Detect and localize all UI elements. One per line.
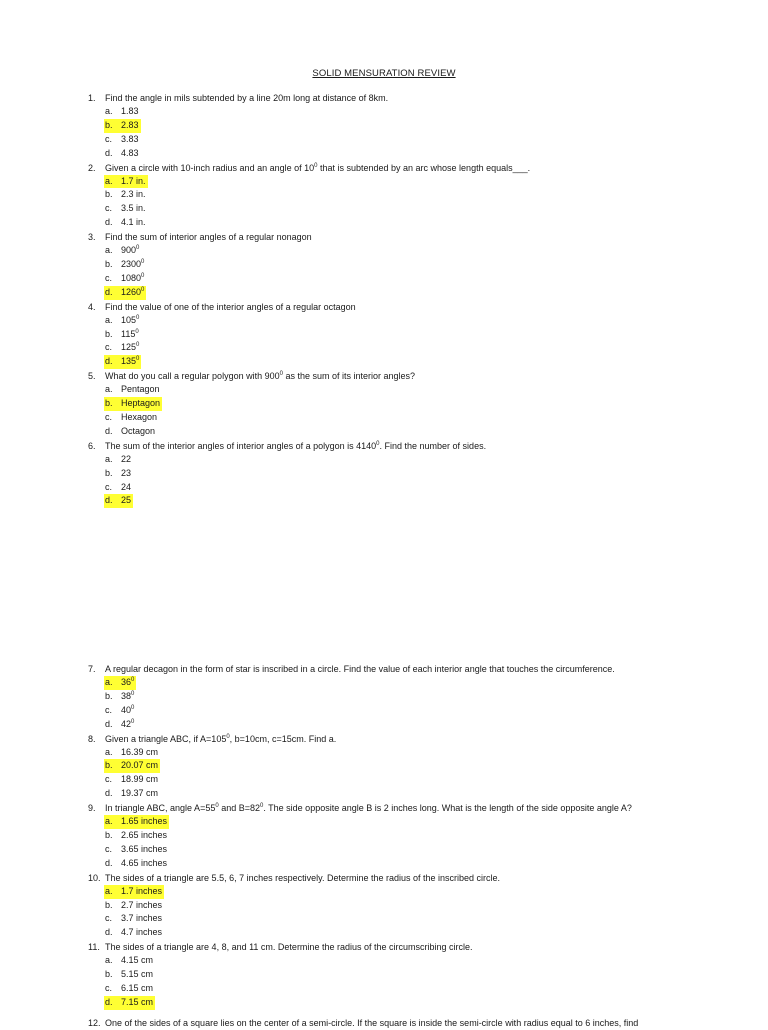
option-value: 5.15 cm: [121, 969, 154, 980]
option-letter: c.: [105, 481, 113, 492]
option-wrap: [104, 885, 164, 899]
question-text: In triangle ABC, angle $A=55^0$ and $B=82^0$. The side opposite angle B is 2 inches long. What is the length of the side opposite angle A?: [105, 803, 632, 814]
option-value: 3.83: [121, 133, 139, 144]
option-letter: c.: [105, 203, 113, 214]
option-wrap: [104, 383, 162, 397]
option-letter: b.: [105, 899, 113, 910]
option-value: Octagon: [121, 425, 156, 436]
option-value: Pentagon: [121, 384, 160, 395]
option-letter: b.: [105, 328, 113, 339]
answer-option: [0, 453, 768, 467]
answer-option: [0, 746, 768, 760]
answer-option-highlighted: [0, 355, 768, 369]
question: [0, 369, 768, 383]
question-text: The sides of a triangle are 5.5, 6, 7 inches respectively. Determine the radius of the inscribed circle.: [105, 872, 501, 883]
option-wrap: [104, 759, 160, 773]
answer-option: [0, 829, 768, 843]
option-value: 16.39 cm: [121, 746, 159, 757]
option-letter: d.: [105, 857, 113, 868]
question-number: 9.: [88, 803, 96, 814]
question: [0, 230, 768, 244]
answer-option: [0, 105, 768, 119]
answer-option: [0, 133, 768, 147]
option-wrap: [104, 467, 133, 481]
answer-option: [0, 425, 768, 439]
answer-option-highlighted: [0, 286, 768, 300]
option-value: 3.7 inches: [121, 913, 163, 924]
option-letter: a.: [105, 245, 113, 256]
option-wrap: [104, 829, 169, 843]
option-letter: a.: [105, 314, 113, 325]
option-wrap: [104, 773, 160, 787]
question-text: Find the sum of interior angles of a regular nonagon: [105, 232, 312, 243]
question-number: 6.: [88, 440, 96, 451]
option-value: $42^0$: [121, 718, 135, 729]
option-value: 1260$^0$: [121, 286, 145, 297]
option-wrap: [104, 982, 155, 996]
option-value: 2.83: [121, 119, 139, 130]
option-value: 3.5 in.: [121, 203, 146, 214]
answer-option: [0, 258, 768, 272]
option-value: 2.3 in.: [121, 189, 146, 200]
answer-option-highlighted: [0, 996, 768, 1010]
answer-option: [0, 954, 768, 968]
option-wrap: [104, 397, 162, 411]
option-letter: b.: [105, 830, 113, 841]
option-value: 4.15 cm: [121, 955, 154, 966]
option-letter: b.: [105, 398, 113, 409]
option-value: $36^0$: [121, 677, 135, 687]
option-value: 4.83: [121, 147, 139, 158]
option-wrap: [104, 175, 148, 189]
question: [0, 801, 768, 815]
option-value: 1.7 in.: [121, 175, 146, 186]
option-value: 1.7 inches: [121, 885, 163, 896]
answer-option-highlighted: [0, 815, 768, 829]
option-wrap: [104, 690, 136, 704]
option-letter: d.: [105, 495, 113, 506]
answer-option: [0, 857, 768, 871]
option-value: 1.83: [121, 106, 139, 116]
option-letter: b.: [105, 760, 113, 771]
option-value: 4.65 inches: [121, 857, 168, 868]
question-text: One of the sides of a square lies on the center of a semi-circle. If the square is inside the semi-circle with radius equal to 6 inches, find: [105, 1018, 639, 1028]
option-letter: a.: [105, 453, 113, 464]
option-wrap: [104, 787, 160, 801]
option-value: $115^0$: [121, 328, 139, 339]
option-value: 19.37 cm: [121, 788, 159, 799]
option-letter: b.: [105, 969, 113, 980]
option-wrap: [104, 286, 146, 300]
option-letter: b.: [105, 119, 113, 130]
option-wrap: [104, 328, 141, 342]
option-wrap: [104, 481, 133, 495]
option-wrap: [104, 815, 169, 829]
option-letter: c.: [105, 133, 113, 144]
option-wrap: [104, 676, 136, 690]
question-text: Given a circle with 10-inch radius and an angle of $10^0$ that is subtended by an arc whose length equals___.: [105, 162, 531, 173]
option-letter: c.: [105, 913, 113, 924]
question: [0, 662, 768, 676]
option-value: 1080$^0$: [121, 272, 145, 283]
question-text: A regular decagon in the form of star is inscribed in a circle. Find the value of each interior angle that touches the circumference.: [105, 664, 615, 674]
answer-option: [0, 690, 768, 704]
question-number: 12.: [88, 1018, 101, 1028]
option-value: 24: [121, 481, 132, 492]
answer-option-highlighted: [0, 759, 768, 773]
option-letter: a.: [105, 677, 113, 687]
option-value: $135^0$: [121, 356, 140, 367]
answer-option: [0, 188, 768, 202]
answer-option: [0, 926, 768, 940]
option-value: 4.1 in.: [121, 217, 146, 228]
option-value: 20.07 cm: [121, 760, 159, 771]
question: [0, 91, 768, 105]
answer-option: [0, 843, 768, 857]
option-value: $125^0$: [121, 342, 140, 353]
option-wrap: [104, 899, 164, 913]
option-wrap: [104, 926, 164, 940]
option-letter: c.: [105, 412, 113, 423]
option-wrap: [104, 425, 157, 439]
question-number: 7.: [88, 664, 96, 674]
option-wrap: [104, 119, 141, 133]
answer-option-highlighted: [0, 119, 768, 133]
question-block-1: [0, 91, 768, 508]
option-letter: c.: [105, 774, 113, 785]
option-value: $105^0$: [121, 314, 140, 325]
option-value: 6.15 cm: [121, 983, 154, 994]
option-letter: d.: [105, 217, 113, 228]
option-wrap: [104, 912, 164, 926]
answer-option: [0, 467, 768, 481]
option-wrap: [104, 843, 169, 857]
question-text: The sum of the interior angles of interior angles of a polygon is 4140$^0$. Find the number of sides.: [105, 440, 487, 451]
question-number: 10.: [88, 872, 101, 883]
option-letter: b.: [105, 189, 113, 200]
option-value: 3.65 inches: [121, 843, 168, 854]
option-letter: a.: [105, 885, 113, 896]
answer-option: [0, 704, 768, 718]
answer-option: [0, 341, 768, 355]
answer-option: [0, 982, 768, 996]
answer-option: [0, 968, 768, 982]
option-letter: c.: [105, 983, 113, 994]
answer-option: [0, 773, 768, 787]
option-letter: c.: [105, 342, 113, 353]
option-value: 2300$^0$: [121, 259, 145, 270]
question-text: Find the value of one of the interior angles of a regular octagon: [105, 301, 356, 312]
question-block-2: [0, 662, 768, 1010]
question: [0, 161, 768, 175]
option-value: Heptagon: [121, 398, 161, 409]
option-letter: d.: [105, 286, 113, 297]
option-wrap: [104, 202, 148, 216]
answer-option: [0, 328, 768, 342]
option-letter: a.: [105, 955, 113, 966]
option-letter: d.: [105, 425, 113, 436]
question: [0, 940, 768, 954]
answer-option: [0, 147, 768, 161]
option-wrap: [104, 968, 155, 982]
option-wrap: [104, 147, 141, 161]
question-12-partial: [0, 1016, 768, 1030]
option-value: 18.99 cm: [121, 774, 159, 785]
option-wrap: [104, 341, 141, 355]
option-value: 1.65 inches: [121, 816, 168, 827]
option-value: $40^0$: [121, 704, 135, 715]
answer-option-highlighted: [0, 494, 768, 508]
question-number: 3.: [88, 232, 96, 243]
option-wrap: [104, 258, 146, 272]
option-letter: d.: [105, 356, 113, 367]
question-text: The sides of a triangle are 4, 8, and 11 cm. Determine the radius of the circumscribing circle.: [105, 942, 473, 953]
answer-option: [0, 314, 768, 328]
question-text: Given a triangle ABC, if $A=105^0$, b=10cm, c=15cm. Find a.: [105, 733, 337, 744]
question-text: What do you call a regular polygon with $900^0$ as the sum of its interior angles?: [105, 371, 416, 382]
answer-option: [0, 244, 768, 258]
question: [0, 732, 768, 746]
option-wrap: [104, 355, 141, 369]
question-number: 4.: [88, 301, 96, 312]
option-letter: a.: [105, 175, 113, 186]
option-value: 22: [121, 453, 132, 464]
answer-option: [0, 272, 768, 286]
question: [0, 300, 768, 314]
option-letter: d.: [105, 927, 113, 938]
option-letter: b.: [105, 467, 113, 478]
option-wrap: [104, 857, 169, 871]
option-letter: b.: [105, 690, 113, 701]
option-wrap: [104, 216, 148, 230]
option-letter: a.: [105, 384, 113, 395]
option-letter: c.: [105, 843, 113, 854]
option-value: 2.65 inches: [121, 830, 168, 841]
question: [0, 871, 768, 885]
option-letter: d.: [105, 788, 113, 799]
option-value: 4.7 inches: [121, 927, 163, 938]
question-number: 8.: [88, 733, 96, 744]
answer-option: [0, 481, 768, 495]
option-wrap: [104, 188, 148, 202]
question-number: 2.: [88, 162, 96, 173]
option-wrap: [104, 272, 146, 286]
option-value: $900^0$: [121, 245, 140, 256]
option-wrap: [104, 746, 160, 760]
option-wrap: [104, 996, 155, 1010]
answer-option-highlighted: [0, 676, 768, 690]
option-wrap: [104, 704, 136, 718]
answer-option-highlighted: [0, 885, 768, 899]
page-title: SOLID MENSURATION REVIEW: [312, 68, 456, 79]
answer-option-highlighted: [0, 397, 768, 411]
option-wrap: [104, 133, 141, 147]
option-value: 25: [121, 495, 132, 506]
option-wrap: [104, 411, 159, 425]
answer-option: [0, 383, 768, 397]
option-value: 2.7 inches: [121, 899, 163, 910]
answer-option: [0, 216, 768, 230]
option-value: Hexagon: [121, 412, 158, 423]
option-wrap: [104, 314, 141, 328]
answer-option-highlighted: [0, 175, 768, 189]
question: [0, 439, 768, 453]
question-number: 5.: [88, 371, 96, 382]
option-wrap: [104, 494, 133, 508]
answer-option: [0, 202, 768, 216]
answer-option: [0, 718, 768, 732]
option-letter: a.: [105, 816, 113, 827]
option-letter: b.: [105, 259, 113, 270]
option-wrap: [104, 718, 136, 732]
answer-option: [0, 787, 768, 801]
answer-option: [0, 912, 768, 926]
option-value: $38^0$: [121, 690, 135, 701]
option-letter: c.: [105, 272, 113, 283]
option-letter: d.: [105, 996, 113, 1007]
question-text: Find the angle in mils subtended by a line 20m long at distance of 8km.: [105, 93, 389, 103]
option-wrap: [104, 453, 133, 467]
answer-option: [0, 899, 768, 913]
option-letter: a.: [105, 746, 113, 757]
option-letter: c.: [105, 704, 113, 715]
option-wrap: [104, 954, 155, 968]
option-value: 7.15 cm: [121, 996, 154, 1007]
option-letter: a.: [105, 106, 113, 116]
question-number: 1.: [88, 93, 96, 103]
option-wrap: [104, 105, 141, 119]
option-letter: d.: [105, 718, 113, 729]
option-value: 23: [121, 467, 132, 478]
answer-option: [0, 411, 768, 425]
option-letter: d.: [105, 147, 113, 158]
question-number: 11.: [88, 942, 100, 953]
option-wrap: [104, 244, 141, 258]
